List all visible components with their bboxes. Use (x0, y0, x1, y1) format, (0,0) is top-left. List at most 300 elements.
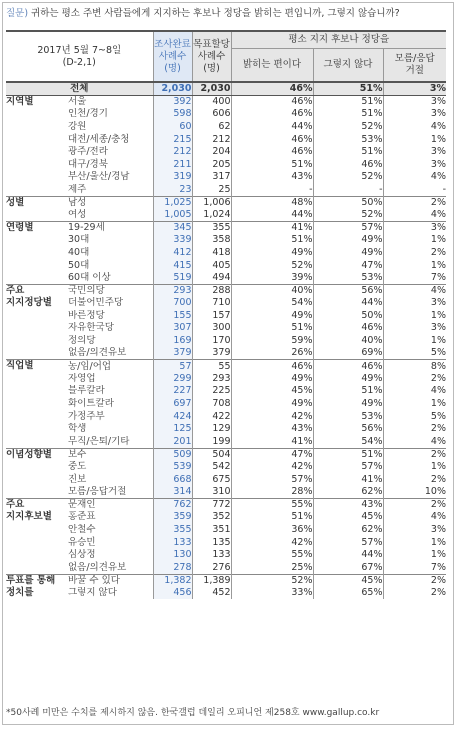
group-label (6, 96, 68, 197)
row-label: 심상정 (68, 549, 96, 561)
row-label: 그렇지 않다 (68, 586, 117, 598)
group-label (6, 284, 68, 360)
pct-not: 53% (313, 410, 383, 423)
total-row (6, 82, 446, 96)
pct-disclose: 51% (231, 234, 313, 247)
table-row (6, 284, 446, 297)
sample-count: 339 (153, 234, 192, 247)
pct-disclose: 44% (231, 121, 313, 134)
target-count: 310 (192, 486, 231, 499)
sample-count: 57 (153, 360, 192, 373)
target-count: 225 (192, 385, 231, 398)
pct-dk: 2% (383, 448, 446, 461)
table-row (6, 524, 446, 537)
table-row (6, 158, 446, 171)
pct-disclose: 46% (231, 96, 313, 109)
pct-dk: 10% (383, 486, 446, 499)
row-label: 19-29세 (68, 221, 153, 234)
target-count: 542 (192, 461, 231, 474)
pct-not: 57% (313, 221, 383, 234)
row-label: 없음/의견유보 (68, 561, 127, 573)
pct-disclose: 39% (231, 272, 313, 285)
target-count: 452 (192, 587, 231, 600)
target-count: 708 (192, 398, 231, 411)
pct-dk: 2% (383, 574, 446, 587)
row-label: 농/임/어업 (68, 360, 153, 373)
target-count: 494 (192, 272, 231, 285)
table-row (6, 347, 446, 360)
pct-disclose: 28% (231, 486, 313, 499)
sample-count: 211 (153, 158, 192, 171)
table-row (6, 436, 446, 449)
row-label: 인천/경기 (68, 108, 108, 120)
answer-group-header: 평소 지지 후보나 정당을 (231, 31, 446, 49)
total-not: 51% (313, 82, 383, 96)
sample-count: 345 (153, 221, 192, 234)
row-label: 안철수 (68, 523, 96, 535)
pct-disclose: 45% (231, 385, 313, 398)
group-label-line: 지지정당별 (6, 296, 52, 308)
group-label (6, 574, 68, 599)
table-row (6, 96, 446, 109)
question-tag: 질문) (6, 8, 29, 19)
target-count: 352 (192, 511, 231, 524)
pct-disclose: 41% (231, 221, 313, 234)
table-row (6, 221, 446, 234)
row-label: 화이트칼라 (68, 398, 114, 410)
target-count: 55 (192, 360, 231, 373)
pct-disclose: 42% (231, 461, 313, 474)
row-label: 블루칼라 (68, 385, 105, 397)
target-count: 317 (192, 171, 231, 184)
pct-disclose: 43% (231, 423, 313, 436)
pct-dk: 8% (383, 360, 446, 373)
row-label: 40대 (68, 246, 90, 258)
table-row (6, 108, 446, 121)
group-label-line: 주요 (6, 499, 25, 510)
pct-disclose: 36% (231, 524, 313, 537)
row-label: 남성 (68, 196, 153, 209)
pct-disclose: 59% (231, 335, 313, 348)
pct-dk: 1% (383, 549, 446, 562)
answer-header-dk (383, 49, 446, 83)
target-count: 422 (192, 410, 231, 423)
pct-not: 69% (313, 347, 383, 360)
pct-dk: 2% (383, 247, 446, 260)
sample-count: 1,005 (153, 209, 192, 222)
row-label: 자영업 (68, 372, 96, 384)
pct-not: 51% (313, 385, 383, 398)
group-label-line: 지역별 (6, 96, 34, 107)
pct-disclose: 51% (231, 322, 313, 335)
pct-disclose: 46% (231, 108, 313, 121)
table-row (6, 398, 446, 411)
table-row (6, 473, 446, 486)
pct-not: 40% (313, 335, 383, 348)
sample-count: 539 (153, 461, 192, 474)
sample-count: 60 (153, 121, 192, 134)
pct-dk: 2% (383, 587, 446, 600)
table-row (6, 373, 446, 386)
target-count: 205 (192, 158, 231, 171)
sample-count: 212 (153, 146, 192, 159)
pct-not: 41% (313, 473, 383, 486)
row-label: 모름/응답거절 (68, 485, 127, 497)
group-label-line: 직업별 (6, 360, 34, 372)
row-label: 60대 이상 (68, 271, 111, 283)
target-count: 355 (192, 221, 231, 234)
table-row (6, 234, 446, 247)
sample-count: 509 (153, 448, 192, 461)
target-count: 293 (192, 373, 231, 386)
results-table (6, 30, 446, 599)
sample-count: 319 (153, 171, 192, 184)
table-row (6, 587, 446, 600)
row-label: 광주/전라 (68, 146, 108, 158)
target-count: 300 (192, 322, 231, 335)
pct-not: 52% (313, 121, 383, 134)
table-row (6, 385, 446, 398)
sample-count: 23 (153, 184, 192, 197)
target-count: 204 (192, 146, 231, 159)
sample-count: 379 (153, 347, 192, 360)
sample-count: 355 (153, 524, 192, 537)
pct-disclose: 26% (231, 347, 313, 360)
target-count: 288 (192, 284, 231, 297)
sample-count: 155 (153, 310, 192, 323)
row-label: 보수 (68, 448, 153, 461)
pct-disclose: 46% (231, 146, 313, 159)
row-label: 없음/의견유보 (68, 347, 127, 359)
pct-dk: 3% (383, 221, 446, 234)
sample-count: 278 (153, 561, 192, 574)
target-count: 418 (192, 247, 231, 260)
pct-disclose: 41% (231, 436, 313, 449)
group-label-line: 성별 (6, 196, 25, 208)
sample-count: 456 (153, 587, 192, 600)
table-row (6, 410, 446, 423)
sample-count: 519 (153, 272, 192, 285)
target-count: 129 (192, 423, 231, 436)
pct-disclose: 57% (231, 473, 313, 486)
row-label: 국민의당 (68, 284, 153, 297)
pct-not: 46% (313, 158, 383, 171)
target-count: 358 (192, 234, 231, 247)
row-label: 진보 (68, 473, 87, 485)
pct-not: 65% (313, 587, 383, 600)
pct-dk: 4% (383, 121, 446, 134)
answer-header-disclose: 밝히는 편이다 (231, 49, 313, 83)
target-count: 25 (192, 184, 231, 197)
pct-dk: 3% (383, 146, 446, 159)
pct-dk: 1% (383, 259, 446, 272)
pct-dk: 3% (383, 158, 446, 171)
sample-count: 130 (153, 549, 192, 562)
pct-dk: 5% (383, 410, 446, 423)
pct-not: 51% (313, 448, 383, 461)
target-count: 772 (192, 499, 231, 512)
survey-dday: (D-2,1) (62, 56, 96, 68)
sample-header-line: 조사완료 (154, 38, 191, 50)
pct-disclose: 42% (231, 410, 313, 423)
group-label (6, 360, 68, 448)
table-row (6, 133, 446, 146)
pct-not: 54% (313, 436, 383, 449)
pct-dk: 3% (383, 108, 446, 121)
target-count: 1,389 (192, 574, 231, 587)
sample-count: 424 (153, 410, 192, 423)
table-row (6, 121, 446, 134)
pct-dk: 1% (383, 234, 446, 247)
pct-dk: 7% (383, 272, 446, 285)
pct-dk: 1% (383, 461, 446, 474)
pct-dk: 2% (383, 423, 446, 436)
pct-dk: 3% (383, 322, 446, 335)
sample-count: 307 (153, 322, 192, 335)
pct-disclose: 52% (231, 259, 313, 272)
row-label: 부산/울산/경남 (68, 171, 130, 183)
target-count: 62 (192, 121, 231, 134)
target-count: 379 (192, 347, 231, 360)
target-count: 1,006 (192, 196, 231, 209)
pct-not: 56% (313, 423, 383, 436)
pct-dk: 1% (383, 536, 446, 549)
pct-disclose: 40% (231, 284, 313, 297)
group-label-line: 정치를 (6, 586, 34, 598)
pct-disclose: 48% (231, 196, 313, 209)
pct-not: 51% (313, 96, 383, 109)
pct-not: 44% (313, 297, 383, 310)
row-label: 대전/세종/충청 (68, 133, 130, 145)
pct-not: 50% (313, 196, 383, 209)
row-label: 서울 (68, 96, 153, 109)
table-row (6, 259, 446, 272)
pct-disclose: 49% (231, 373, 313, 386)
pct-not: 53% (313, 272, 383, 285)
pct-not: 62% (313, 524, 383, 537)
sample-header-line: (명) (164, 62, 181, 74)
sample-size-header (153, 31, 192, 82)
question-text: 귀하는 평소 주변 사람들에게 지지하는 후보나 정당을 밝히는 편입니까, 그렇지 않습니까? (28, 8, 400, 19)
pct-disclose: 46% (231, 133, 313, 146)
table-row (6, 574, 446, 587)
pct-not: 57% (313, 536, 383, 549)
pct-not: 49% (313, 234, 383, 247)
table-row (6, 322, 446, 335)
pct-not: 50% (313, 310, 383, 323)
survey-question (6, 6, 452, 22)
footnote: *50사례 미만은 수치를 제시하지 않음. 한국갤럽 데일리 오피니언 제258호 www.gallup.co.kr (6, 708, 380, 718)
row-label: 자유한국당 (68, 322, 114, 334)
pct-disclose: 44% (231, 209, 313, 222)
total-dk: 3% (383, 82, 446, 96)
pct-not: 49% (313, 247, 383, 260)
pct-disclose: 33% (231, 587, 313, 600)
pct-not: 51% (313, 146, 383, 159)
row-label: 바꿀 수 있다 (68, 574, 153, 587)
pct-not: 52% (313, 171, 383, 184)
sample-count: 125 (153, 423, 192, 436)
table-row (6, 549, 446, 562)
pct-not: 43% (313, 499, 383, 512)
pct-not: 49% (313, 398, 383, 411)
pct-not: 46% (313, 360, 383, 373)
pct-not: 45% (313, 511, 383, 524)
group-label-line: 연령별 (6, 221, 34, 233)
table-row (6, 247, 446, 260)
pct-not: 57% (313, 461, 383, 474)
target-count: 400 (192, 96, 231, 109)
pct-disclose: 54% (231, 297, 313, 310)
sample-count: 762 (153, 499, 192, 512)
sample-count: 697 (153, 398, 192, 411)
pct-disclose: 49% (231, 310, 313, 323)
group-label (6, 221, 68, 284)
pct-not: 53% (313, 133, 383, 146)
row-label: 정의당 (68, 335, 96, 347)
sample-count: 359 (153, 511, 192, 524)
table-row (6, 171, 446, 184)
table-row (6, 297, 446, 310)
pct-dk: 1% (383, 133, 446, 146)
row-label: 50대 (68, 259, 90, 271)
group-label-line: 이념성향별 (6, 448, 52, 460)
table-row (6, 196, 446, 209)
group-label-line: 투표를 통해 (6, 574, 56, 586)
sample-header-line: 사례수 (158, 50, 187, 62)
target-header-line: (명) (203, 62, 220, 74)
sample-count: 299 (153, 373, 192, 386)
sample-count: 1,025 (153, 196, 192, 209)
sample-count: 700 (153, 297, 192, 310)
target-count: 606 (192, 108, 231, 121)
row-label: 홍준표 (68, 511, 96, 523)
pct-not: 44% (313, 549, 383, 562)
pct-dk: 1% (383, 335, 446, 348)
pct-dk: 3% (383, 524, 446, 537)
pct-not: 67% (313, 561, 383, 574)
pct-dk: 7% (383, 561, 446, 574)
table-row (6, 209, 446, 222)
total-label: 전체 (6, 82, 153, 96)
target-count: 133 (192, 549, 231, 562)
table-row (6, 461, 446, 474)
row-label: 문재인 (68, 499, 153, 512)
sample-count: 668 (153, 473, 192, 486)
row-label: 바른정당 (68, 309, 105, 321)
table-row (6, 561, 446, 574)
pct-disclose: 49% (231, 247, 313, 260)
table-row (6, 536, 446, 549)
pct-dk: 2% (383, 196, 446, 209)
answer-header-dk-text: 모름/응답거절 (394, 53, 435, 76)
pct-dk: 4% (383, 385, 446, 398)
table-row (6, 499, 446, 512)
target-count: 170 (192, 335, 231, 348)
group-label-line: 지지후보별 (6, 511, 52, 522)
pct-not: 62% (313, 486, 383, 499)
target-count: 276 (192, 561, 231, 574)
sample-count: 201 (153, 436, 192, 449)
table-row (6, 146, 446, 159)
target-header-line: 목표할당 (193, 38, 230, 50)
row-label: 중도 (68, 461, 87, 473)
total-target: 2,030 (192, 82, 231, 96)
target-count: 212 (192, 133, 231, 146)
pct-disclose: 46% (231, 360, 313, 373)
table-row (6, 360, 446, 373)
pct-dk: - (383, 184, 446, 197)
row-label: 학생 (68, 423, 87, 435)
pct-not: 46% (313, 322, 383, 335)
pct-disclose: 51% (231, 158, 313, 171)
table-row (6, 272, 446, 285)
target-count: 351 (192, 524, 231, 537)
pct-not: - (313, 184, 383, 197)
pct-dk: 4% (383, 511, 446, 524)
pct-disclose: 43% (231, 171, 313, 184)
pct-disclose: 55% (231, 549, 313, 562)
sample-count: 227 (153, 385, 192, 398)
pct-not: 49% (313, 373, 383, 386)
pct-dk: 1% (383, 310, 446, 323)
pct-dk: 4% (383, 284, 446, 297)
target-count: 504 (192, 448, 231, 461)
survey-date: 2017년 5월 7~8일 (37, 44, 122, 56)
table-row (6, 448, 446, 461)
pct-dk: 2% (383, 373, 446, 386)
pct-dk: 2% (383, 499, 446, 512)
pct-disclose: 25% (231, 561, 313, 574)
sample-count: 415 (153, 259, 192, 272)
table-row (6, 184, 446, 197)
pct-not: 51% (313, 108, 383, 121)
group-label (6, 499, 68, 575)
row-label: 강원 (68, 120, 87, 132)
sample-count: 169 (153, 335, 192, 348)
answer-header-not: 그렇지 않다 (313, 49, 383, 83)
pct-dk: 4% (383, 171, 446, 184)
target-header-line: 사례수 (197, 50, 226, 62)
target-count: 710 (192, 297, 231, 310)
pct-dk: 3% (383, 96, 446, 109)
sample-count: 133 (153, 536, 192, 549)
row-label: 가정주부 (68, 410, 105, 422)
sample-count: 314 (153, 486, 192, 499)
table-row (6, 423, 446, 436)
pct-not: 47% (313, 259, 383, 272)
pct-disclose: 52% (231, 574, 313, 587)
target-count: 135 (192, 536, 231, 549)
row-label: 제주 (68, 183, 87, 195)
sample-count: 215 (153, 133, 192, 146)
table-row (6, 310, 446, 323)
pct-dk: 2% (383, 473, 446, 486)
target-size-header (192, 31, 231, 82)
row-label: 여성 (68, 208, 87, 220)
row-label: 유승민 (68, 536, 96, 548)
sample-count: 412 (153, 247, 192, 260)
table-row (6, 486, 446, 499)
group-label (6, 448, 68, 498)
pct-not: 52% (313, 209, 383, 222)
pct-disclose: 55% (231, 499, 313, 512)
total-disclose: 46% (231, 82, 313, 96)
group-label (6, 196, 68, 221)
pct-dk: 4% (383, 209, 446, 222)
survey-date-header (6, 31, 153, 82)
sample-count: 392 (153, 96, 192, 109)
